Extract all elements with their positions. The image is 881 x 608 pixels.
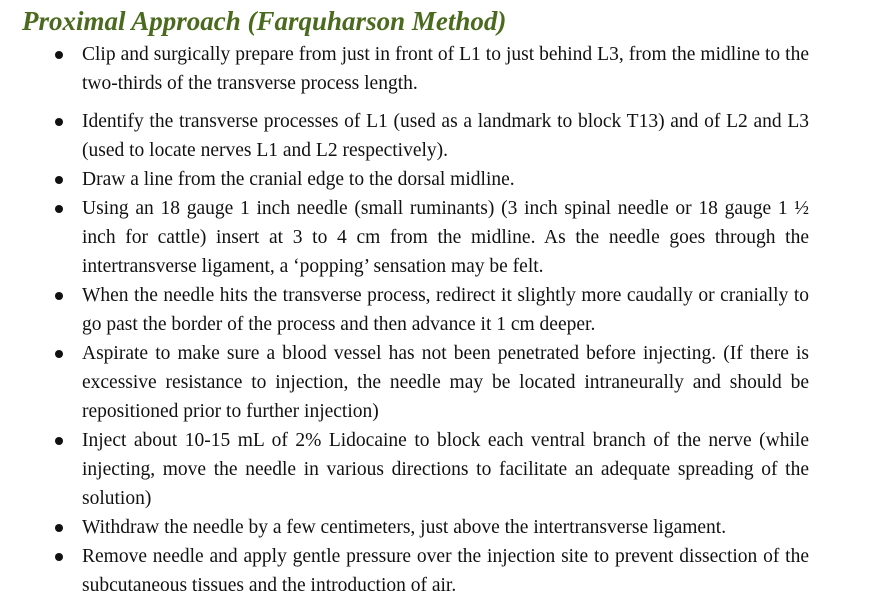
list-item (0, 281, 809, 339)
list-item (0, 194, 809, 281)
bullet-dot-icon (55, 118, 63, 126)
list-item (0, 40, 809, 98)
list-item-text: Withdraw the needle by a few centimeters, just above the intertransverse ligament. (82, 517, 727, 538)
list-item-text: When the needle hits the transverse process, redirect it slightly more caudally or cranially to go past the border of the process and then advance it 1 cm deeper. (82, 285, 809, 335)
list-item-text: Aspirate to make sure a blood vessel has not been penetrated before injecting. (If there is excessive resistance to injection, the needle may be located intraneurally and should be repositioned prior to further injection) (82, 343, 809, 422)
list-item (0, 339, 809, 426)
bullet-dot-icon (55, 176, 63, 184)
list-item (0, 513, 809, 542)
list-item (0, 426, 809, 513)
bullet-dot-icon (55, 524, 63, 532)
bullet-dot-icon (55, 292, 63, 300)
list-item-text: Using an 18 gauge 1 inch needle (small ruminants) (3 inch spinal needle or 18 gauge 1 ½ inch for cattle) insert at 3 to 4 cm from the midline. As the needle goes through the intertransverse ligament, a ‘popping’ sensation may be felt. (82, 198, 809, 277)
list-item-text: Identify the transverse processes of L1 (used as a landmark to block T13) and of L2 and L3 (used to locate nerves L1 and L2 respectively). (82, 111, 809, 161)
list-item-text: Clip and surgically prepare from just in front of L1 to just behind L3, from the midline to the two-thirds of the transverse process length. (82, 44, 809, 94)
list-item (0, 165, 809, 194)
bullet-dot-icon (55, 437, 63, 445)
list-item (0, 542, 809, 600)
list-item (0, 107, 809, 165)
bullet-dot-icon (55, 51, 63, 59)
procedure-steps-list (0, 40, 881, 600)
bullet-dot-icon (55, 553, 63, 561)
list-item-text: Inject about 10-15 mL of 2% Lidocaine to block each ventral branch of the nerve (while injecting, move the needle in various directions to facilitate an adequate spreading of the solution) (82, 430, 809, 509)
list-item-text: Remove needle and apply gentle pressure over the injection site to prevent dissection of the subcutaneous tissues and the introduction of air. (82, 546, 809, 596)
bullet-dot-icon (55, 205, 63, 213)
bullet-dot-icon (55, 350, 63, 358)
page-title: Proximal Approach (Farquharson Method) (22, 6, 507, 36)
list-item-text: Draw a line from the cranial edge to the dorsal midline. (82, 169, 515, 190)
